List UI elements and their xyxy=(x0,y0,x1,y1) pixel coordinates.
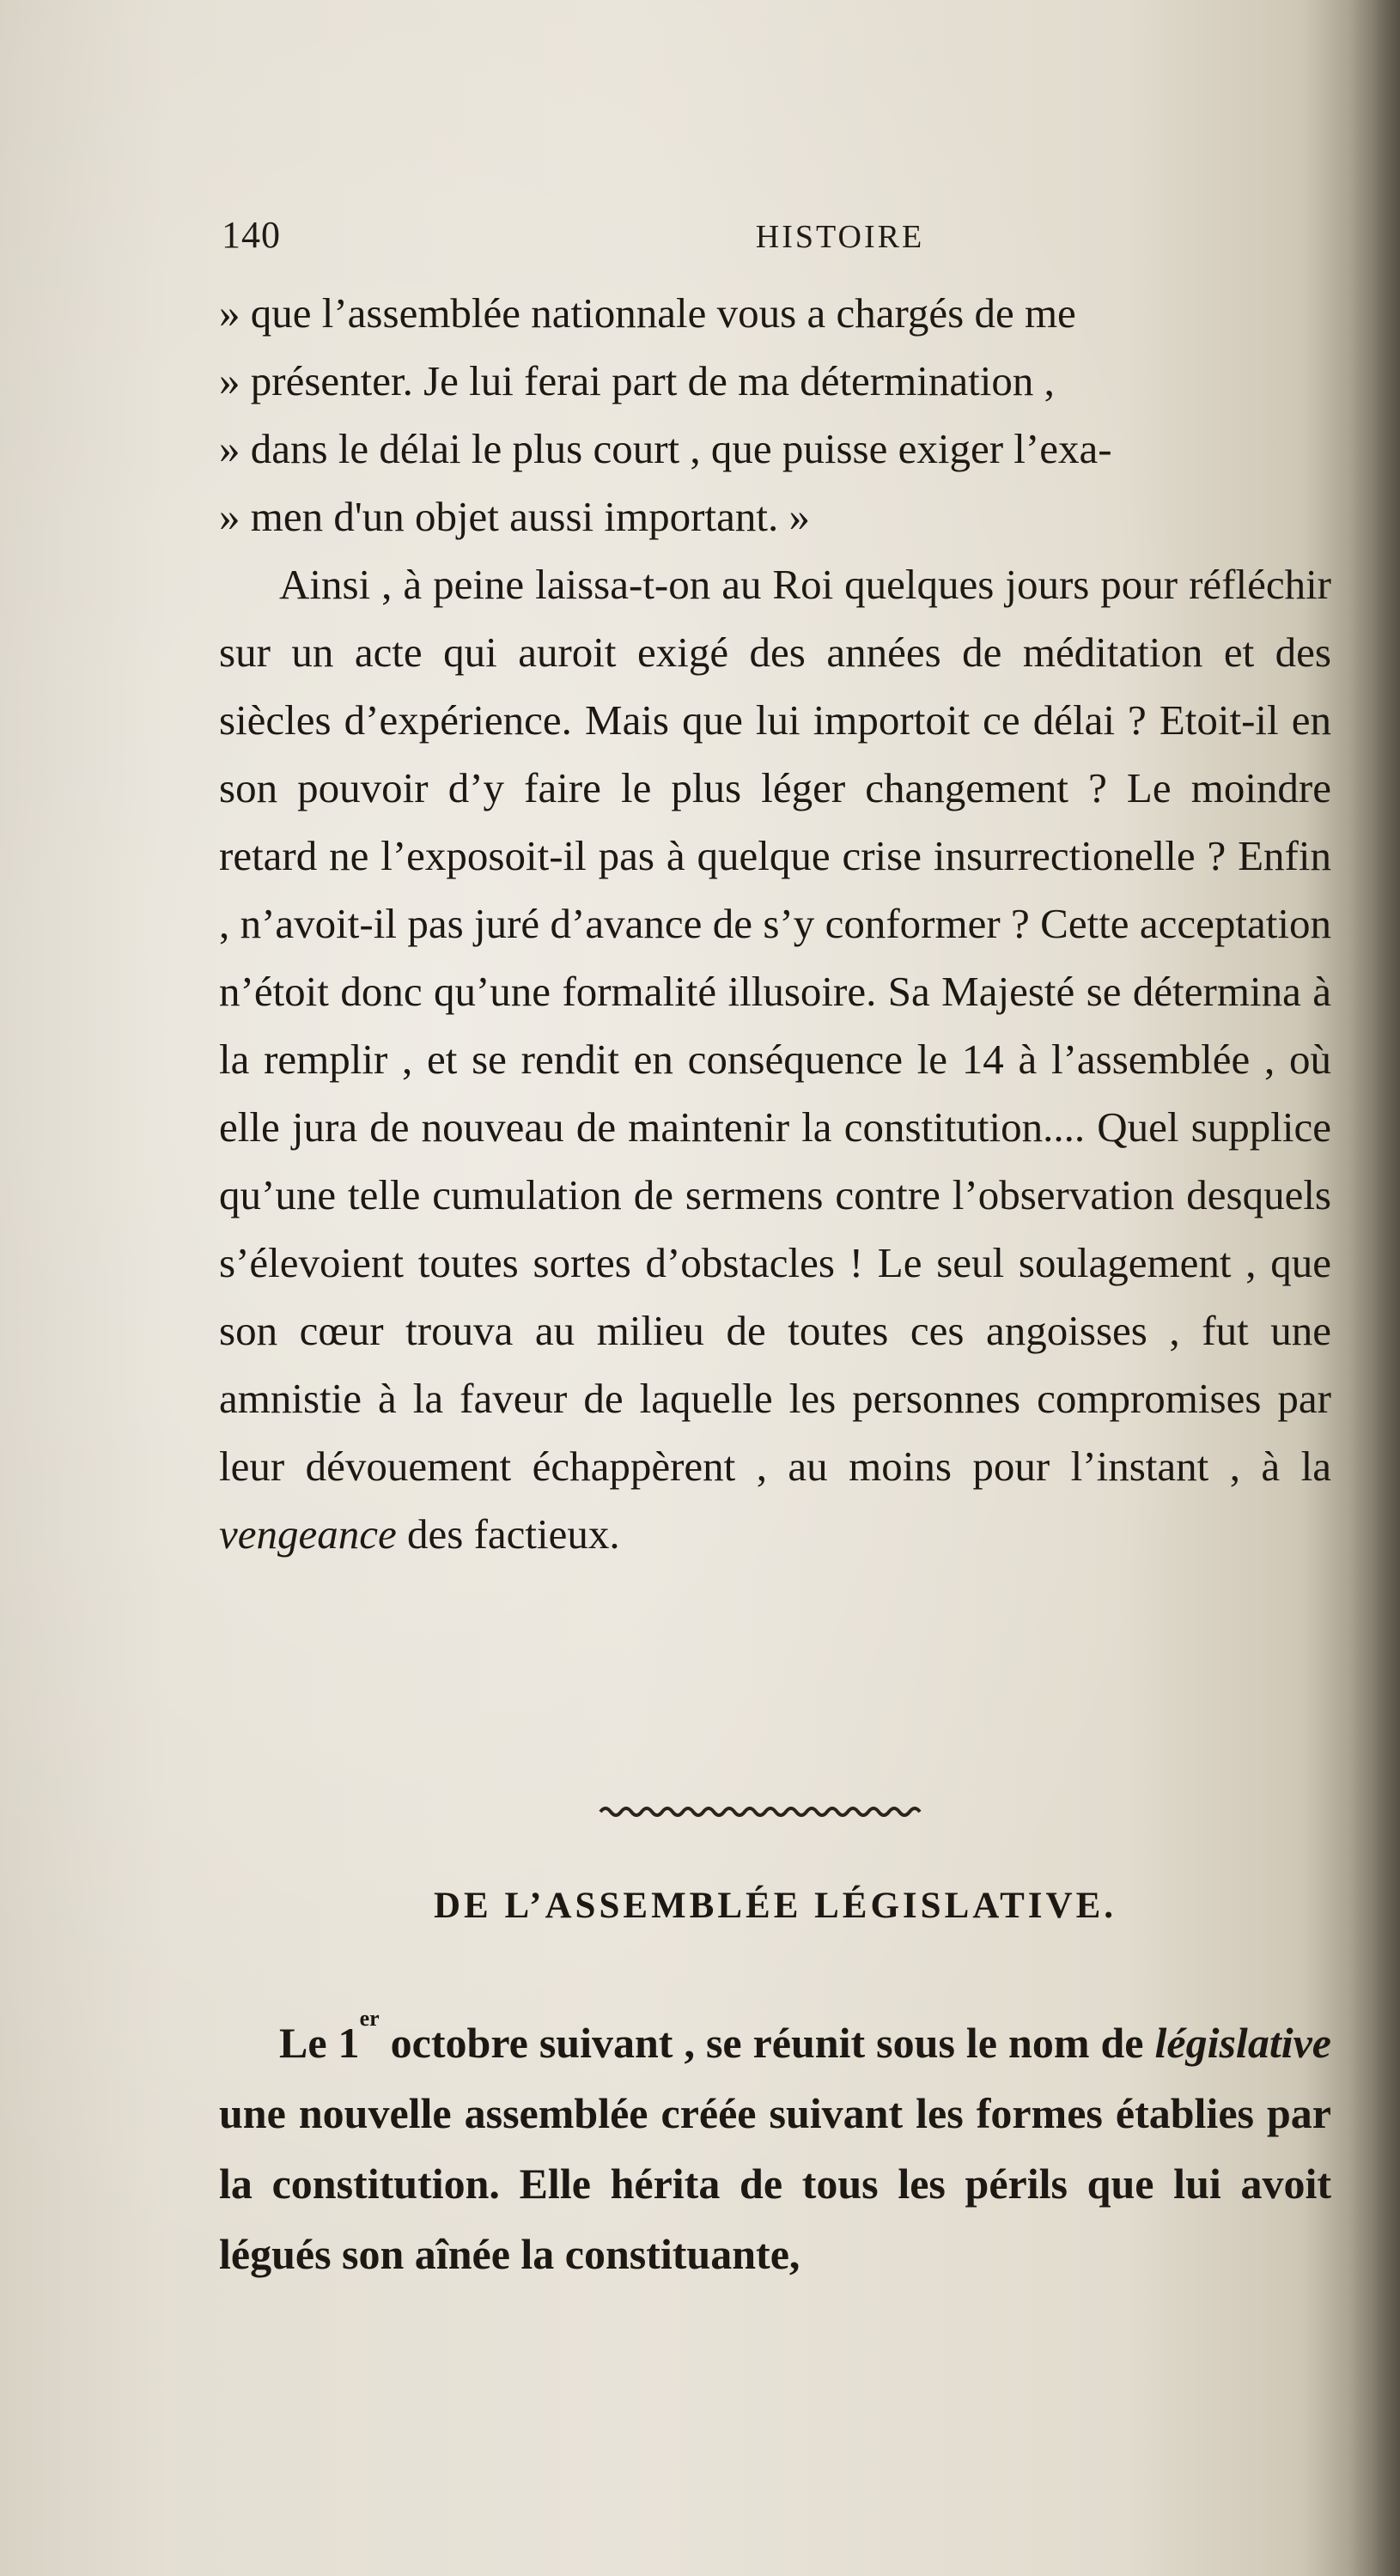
emphasis-word: vengeance xyxy=(219,1510,397,1558)
quote-line: » dans le délai le plus court , que puisse exiger l’exa- xyxy=(219,425,1112,472)
ornamental-divider xyxy=(597,1801,923,1822)
section-text-start: Le 1 xyxy=(279,2019,360,2067)
page-edge-shadow xyxy=(1348,0,1400,2576)
paragraph xyxy=(219,550,1331,1568)
page-header xyxy=(222,213,1330,273)
main-text xyxy=(219,279,1331,1568)
ordinal-superscript: er xyxy=(359,2006,380,2031)
quote-block xyxy=(219,279,1331,550)
page-number: 140 xyxy=(222,214,281,256)
section-text xyxy=(219,2008,1331,2289)
quote-line: » men d'un objet aussi important. » xyxy=(219,493,810,540)
paragraph-text: Ainsi , à peine laissa-t-on au Roi quelques jours pour réfléchir sur un acte qui auroit exigé des années de méditation et des siècles d’expérience. Mais que lui importoit ce délai ? Etoit-il en son pouvoir d’y faire le plus léger changement ? Le moindre retard ne l’exposoit-il pas à quelque crise insurrectionelle ? Enfin , n’avoit-il pas juré d’avance de s’y conformer ? Cette acceptation n’étoit donc qu’une formalité illusoire. Sa Majesté se détermina à la remplir , et se rendit en conséquence le 14 à l’assemblée , où elle jura de nouveau de maintenir la constitution.... Quel supplice qu’une telle cumulation de sermens contre l’observation desquels s’élevoient toutes sortes d’obstacles ! Le seul soulagement , que son cœur trouva au milieu de toutes ces angoisses , fut une amnistie à la faveur de laquelle les personnes compromises par leur dévouement échappèrent , au moins pour l’instant , à la xyxy=(219,561,1331,1490)
paragraph-text-end: des factieux. xyxy=(396,1510,620,1558)
section-text-rest: une nouvelle assemblée créée suivant les formes établies par la constitution. Elle hérita de tous les périls que lui avoit légués son aînée la constituante, xyxy=(219,2089,1331,2278)
section-paragraph xyxy=(219,2008,1331,2289)
section-text-mid: octobre suivant , se réunit sous le nom de xyxy=(379,2019,1155,2067)
quote-line: » présenter. Je lui ferai part de ma détermination , xyxy=(219,357,1055,404)
running-title: HISTOIRE xyxy=(755,219,925,255)
section-heading: DE L’ASSEMBLÉE LÉGISLATIVE. xyxy=(433,1886,1117,1926)
emphasis-word: législative xyxy=(1154,2019,1331,2067)
quote-line: » que l’assemblée nationnale vous a chargés de me xyxy=(219,289,1076,337)
